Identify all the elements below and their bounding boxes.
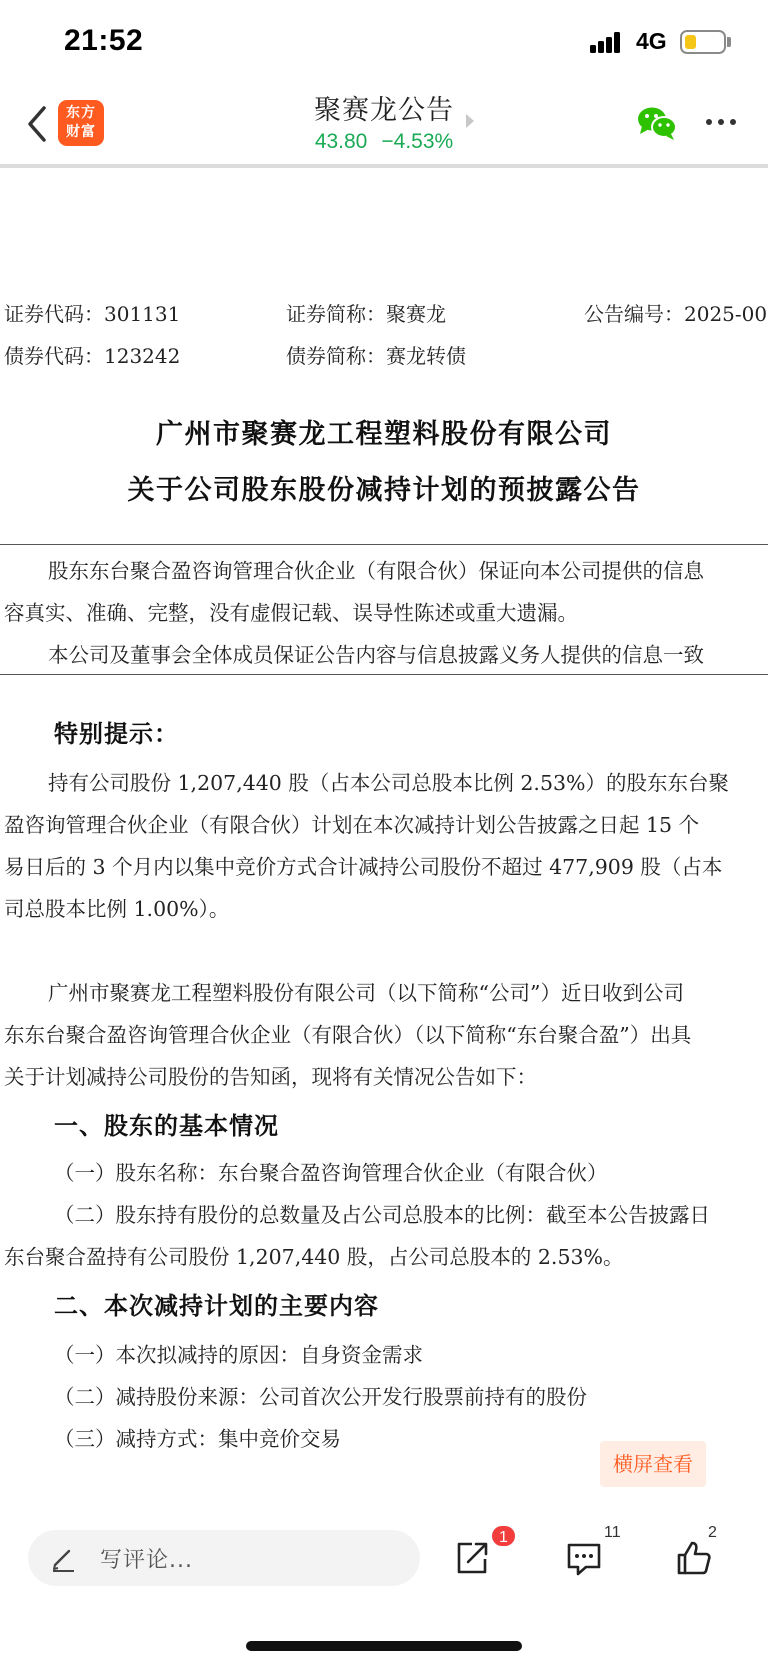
statement-line: 股东东台聚合盈咨询管理合伙企业（有限合伙）保证向本公司提供的信息	[48, 559, 704, 583]
network-type: 4G	[636, 28, 667, 54]
share-badge: 1	[490, 1524, 517, 1548]
stock-code: 证券代码：301131	[4, 302, 181, 326]
status-time: 21:52	[64, 24, 144, 57]
special-line: 司总股本比例 1.00%）。	[4, 897, 230, 921]
special-line: 易日后的 3 个月内以集中竞价方式合计减持公司股份不超过 477,909 股（占本	[4, 855, 723, 879]
signal-icon	[590, 31, 628, 53]
section1-heading: 一、股东的基本情况	[54, 1112, 279, 1140]
status-bar	[0, 0, 768, 84]
section1-line: （一）股东名称：东台聚合盈咨询管理合伙企业（有限合伙）	[54, 1161, 608, 1185]
statement-line: 本公司及董事会全体成员保证公告内容与信息披露义务人提供的信息一致	[48, 643, 704, 667]
logo-line1: 东方	[66, 105, 96, 121]
home-indicator	[246, 1641, 522, 1651]
more-icon[interactable]	[704, 112, 738, 132]
share-icon[interactable]	[452, 1538, 492, 1578]
doc-title-line2: 关于公司股东股份减持计划的预披露公告	[127, 475, 641, 506]
header	[0, 84, 768, 168]
special-line: 盈咨询管理合伙企业（有限合伙）计划在本次减持计划公告披露之日起 15 个	[4, 813, 700, 837]
pen-icon	[50, 1544, 76, 1572]
page-title: 聚赛龙公告	[314, 95, 454, 126]
intro-line: 广州市聚赛龙工程塑料股份有限公司（以下简称“公司”）近日收到公司	[48, 981, 684, 1005]
battery-cap	[727, 37, 731, 47]
bond-code: 债券代码：123242	[4, 344, 181, 368]
announcement-document[interactable]	[0, 168, 768, 1516]
wechat-icon[interactable]	[636, 104, 678, 142]
section2-line: （三）减持方式：集中竞价交易	[54, 1427, 341, 1451]
special-line: 持有公司股份 1,207,440 股（占本公司总股本比例 2.53%）的股东东台聚	[48, 771, 730, 795]
stock-change: −4.53%	[381, 130, 454, 153]
expand-arrow-icon[interactable]	[466, 114, 474, 128]
statement-line: 容真实、准确、完整，没有虚假记载、误导性陈述或重大遗漏。	[4, 601, 578, 625]
divider-top	[0, 544, 768, 545]
section2-heading: 二、本次减持计划的主要内容	[54, 1292, 379, 1320]
bottom-bar	[0, 1516, 768, 1663]
intro-line: 关于计划减持公司股份的告知函，现将有关情况公告如下：	[4, 1065, 537, 1089]
section1-line: （二）股东持有股份的总数量及占公司总股本的比例：截至本公告披露日	[54, 1203, 710, 1227]
special-heading: 特别提示：	[54, 720, 179, 748]
comment-placeholder: 写评论...	[100, 1548, 193, 1573]
comment-count: 11	[604, 1524, 621, 1541]
stock-name: 证券简称：聚赛龙	[286, 302, 446, 326]
doc-title-line1: 广州市聚赛龙工程塑料股份有限公司	[156, 419, 612, 450]
divider-bottom	[0, 674, 768, 675]
logo-line2: 财富	[66, 124, 96, 140]
comment-icon[interactable]	[564, 1538, 604, 1578]
stock-price: 43.80	[314, 130, 368, 153]
battery-icon	[680, 30, 726, 54]
intro-line: 东东台聚合盈咨询管理合伙企业（有限合伙）（以下简称“东台聚合盈”）出具	[4, 1023, 692, 1047]
section2-line: （二）减持股份来源：公司首次公开发行股票前持有的股份	[54, 1385, 587, 1409]
like-icon[interactable]	[674, 1538, 714, 1578]
landscape-view-button[interactable]: 横屏查看	[600, 1441, 706, 1487]
like-count: 2	[708, 1524, 717, 1541]
bond-name: 债券简称：赛龙转债	[286, 344, 466, 368]
notice-number: 公告编号：2025-00	[584, 302, 768, 326]
section1-line: 东台聚合盈持有公司股份 1,207,440 股，占公司总股本的 2.53%。	[4, 1245, 624, 1269]
comment-input[interactable]	[28, 1530, 420, 1586]
section2-line: （一）本次拟减持的原因：自身资金需求	[54, 1343, 423, 1367]
